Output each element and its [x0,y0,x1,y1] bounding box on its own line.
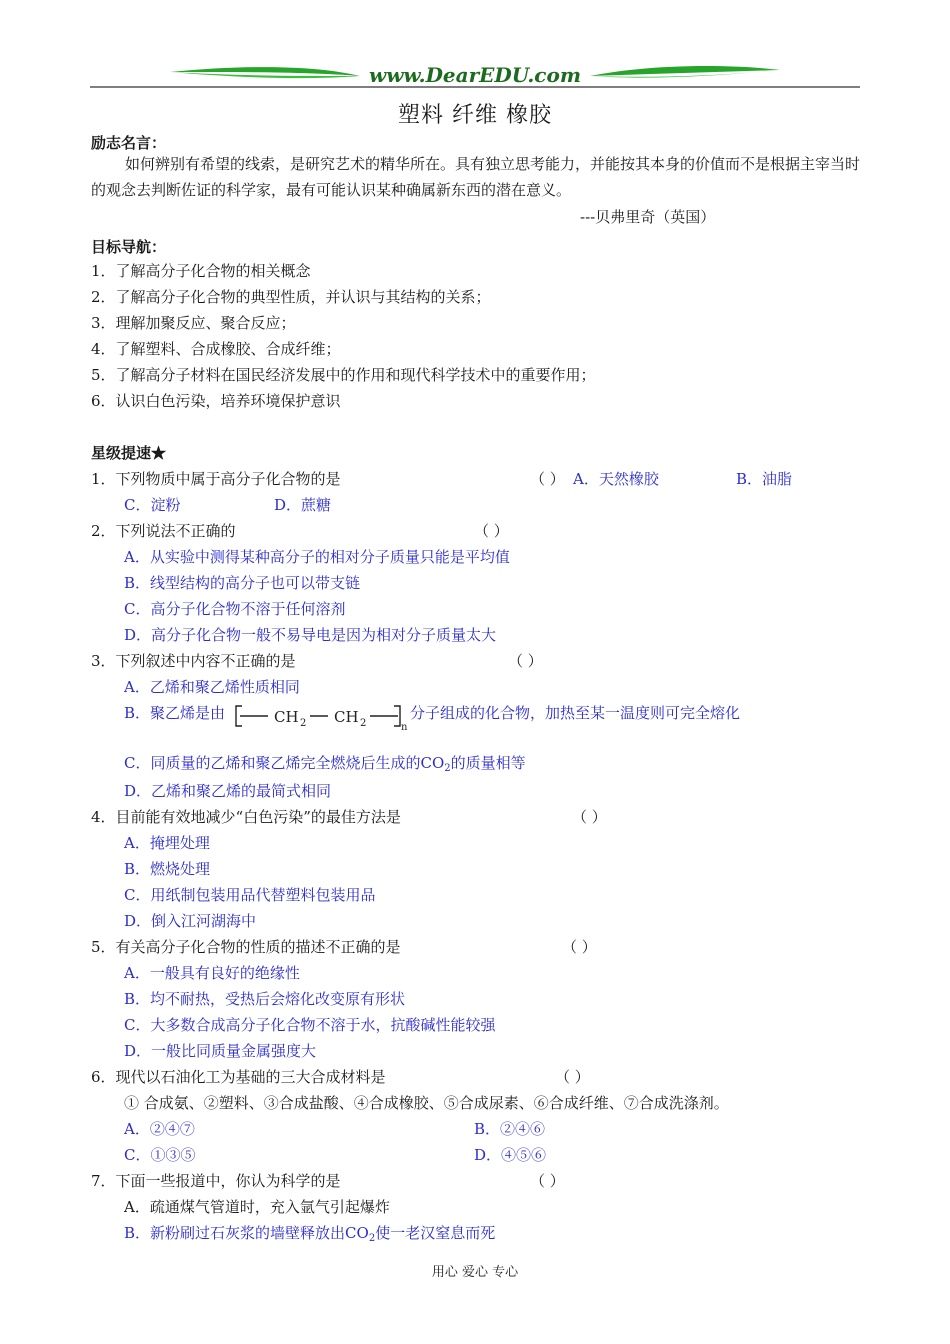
question-2-stem: 2．下列说法不正确的 [91,522,236,540]
question-7-stem: 7．下面一些报道中，你认为科学的是 [91,1172,341,1190]
q7-option-b: B．新粉刷过石灰浆的墙壁释放出$CO_2$使一老汉窒息而死 [124,1224,496,1244]
q2-option-b: B．线型结构的高分子也可以带支链 [124,574,361,592]
q3-option-c: C．同质量的乙烯和聚乙烯完全燃烧后生成的$CO_2$的质量相等 [124,754,526,774]
q6-option-c: C．①③⑤ [124,1146,196,1164]
q1-option-a: A．天然橡胶 [573,470,659,488]
goal-item: 5．了解高分子材料在国民经济发展中的作用和现代科学技术中的重要作用； [91,366,596,384]
answer-paren: （ ） [555,1068,590,1086]
question-4-stem: 4．目前能有效地减少“白色污染”的最佳方法是 [91,808,401,826]
q3-option-b-end: 分子组成的化合物，加热至某一温度则可完全熔化 [410,704,741,722]
q6-list: ① 合成氨、②塑料、③合成盐酸、④合成橡胶、⑤合成尿素、⑥合成纤维、⑦合成洗涤剂。 [124,1094,729,1112]
q1-option-c: C．淀粉 [124,496,181,514]
page-footer: 用心 爱心 专心 [431,1265,519,1280]
q3-option-d: D．乙烯和聚乙烯的最简式相同 [124,782,332,800]
q2-option-a: A．从实验中测得某种高分子的相对分子质量只能是平均值 [124,548,510,566]
q5-option-d: D．一般比同质量金属强度大 [124,1042,317,1060]
answer-paren: （ ） [572,808,607,826]
q5-option-c: C．大多数合成高分子化合物不溶于水，抗酸碱性能较强 [124,1016,496,1034]
motto-author: ---贝弗里奇（英国） [580,208,716,226]
answer-paren: （ ） [530,470,565,488]
logo-swoosh-right [590,66,780,76]
q2-option-c: C．高分子化合物不溶于任何溶剂 [124,600,346,618]
goal-item: 3．理解加聚反应、聚合反应； [91,314,296,332]
q1-option-b: B．油脂 [736,470,793,488]
polyethylene-formula [234,702,410,734]
formula-sub-1: 2 [300,718,307,729]
q5-option-a: A．一般具有良好的绝缘性 [124,964,300,982]
answer-paren: （ ） [530,1172,565,1190]
q2-option-d: D．高分子化合物一般不易导电是因为相对分子质量太大 [124,626,497,644]
formula-unit-1: CH [274,708,299,726]
answer-paren: （ ） [562,938,597,956]
q4-option-b: B．燃烧处理 [124,860,211,878]
motto-text: 如何辨别有希望的线索，是研究艺术的精华所在。具有独立思考能力，并能按其本身的价值而不是根据主宰当时的观念去判断佐证的科学家，最有可能认识某种确属新东西的潜在意义。 [91,155,861,199]
question-1-stem: 1．下列物质中属于高分子化合物的是 [91,470,341,488]
goal-item: 2．了解高分子化合物的典型性质，并认识与其结构的关系； [91,288,491,306]
page-title: 塑料 纤维 橡胶 [398,103,552,128]
q1-option-d: D．蔗糖 [274,496,332,514]
goal-item: 6．认识白色污染，培养环境保护意识 [91,392,341,410]
formula-unit-2: CH [334,708,359,726]
logo-text: www.DearEDU.com [368,63,582,87]
q6-option-a: A．②④⑦ [124,1120,195,1138]
question-5-stem: 5．有关高分子化合物的性质的描述不正确的是 [91,938,401,956]
goal-item: 4．了解塑料、合成橡胶、合成纤维； [91,340,341,358]
answer-paren: （ ） [508,652,543,670]
dearedu-logo [90,62,860,88]
logo-swoosh-left [170,67,360,76]
q3-option-b-start: B．聚乙烯是由 [124,704,226,722]
answer-paren: （ ） [474,522,509,540]
q7-option-a: A．疏通煤气管道时，充入氩气引起爆炸 [124,1198,390,1216]
goal-item: 1．了解高分子化合物的相关概念 [91,262,311,280]
question-6-stem: 6．现代以石油化工为基础的三大合成材料是 [91,1068,386,1086]
q6-option-b: B．②④⑥ [474,1120,546,1138]
goals-heading: 目标导航： [91,238,167,256]
q3-option-a: A．乙烯和聚乙烯性质相同 [124,678,300,696]
q6-option-d: D．④⑤⑥ [474,1146,547,1164]
formula-n: n [401,722,408,733]
practice-heading: 星级提速★ [91,444,167,462]
q4-option-a: A．掩埋处理 [124,834,210,852]
q4-option-d: D．倒入江河湖海中 [124,912,257,930]
question-3-stem: 3．下列叙述中内容不正确的是 [91,652,296,670]
q4-option-c: C．用纸制包装用品代替塑料包装用品 [124,886,376,904]
motto-heading: 励志名言： [91,134,167,152]
formula-sub-2: 2 [360,718,367,729]
q5-option-b: B．均不耐热，受热后会熔化改变原有形状 [124,990,406,1008]
